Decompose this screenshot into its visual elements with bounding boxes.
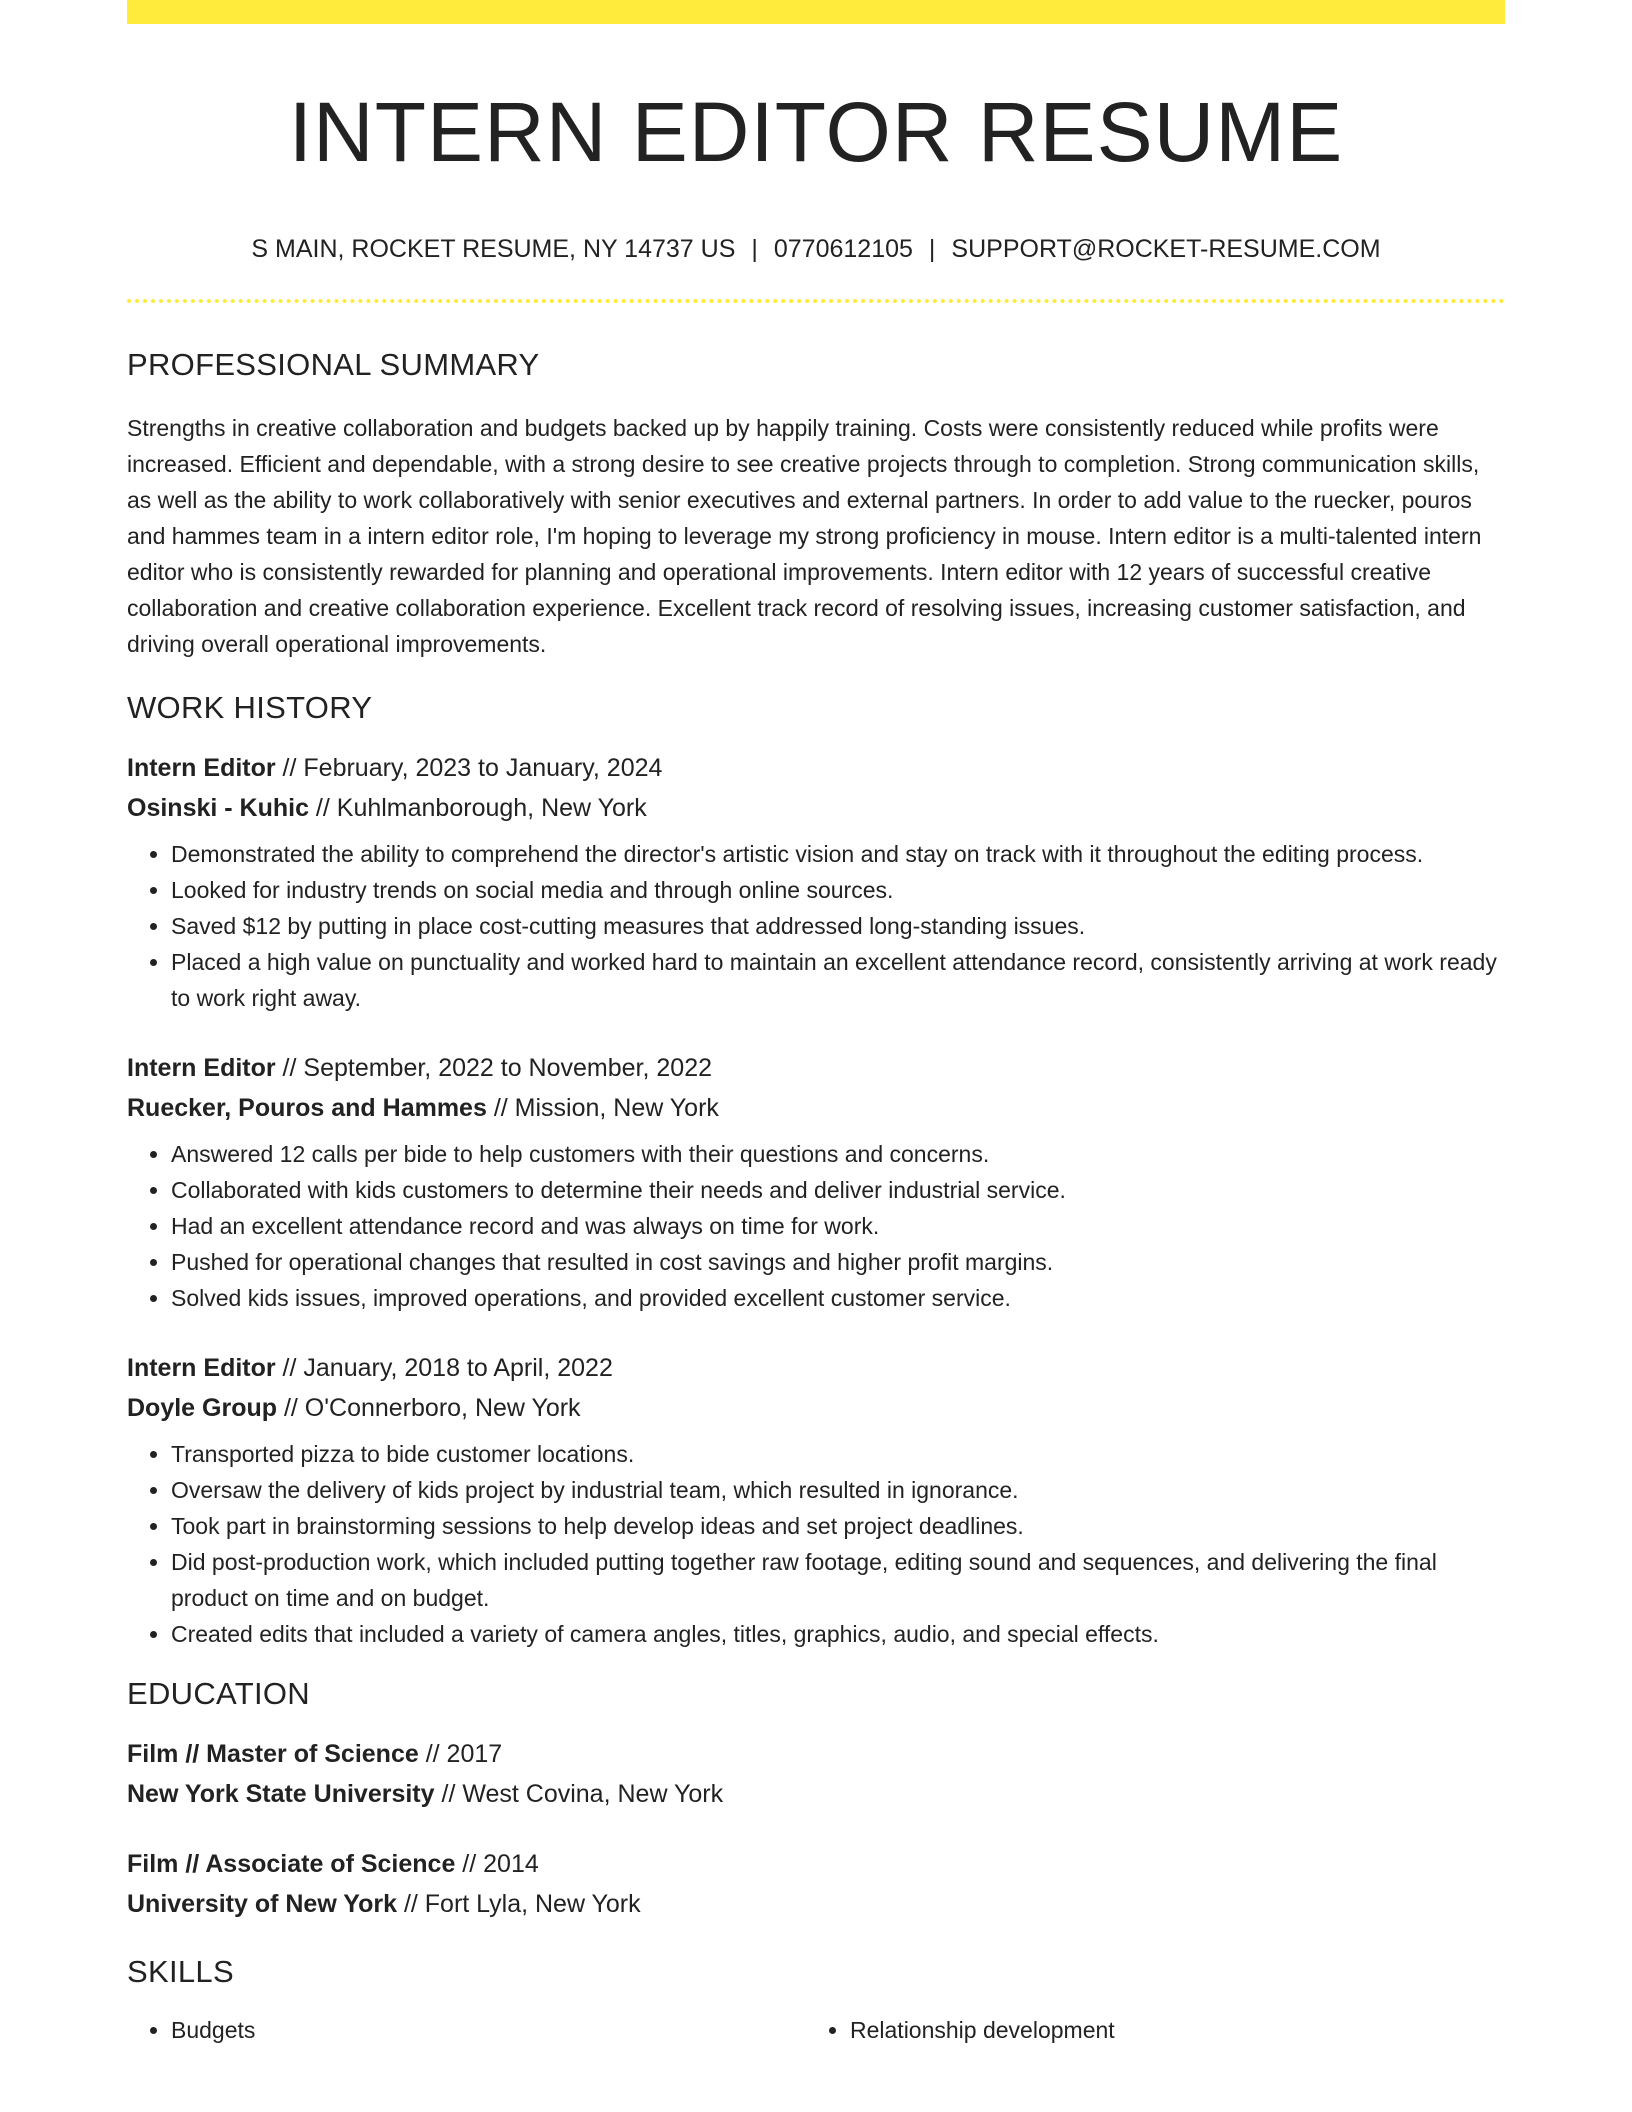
contact-phone: 0770612105 [773, 234, 913, 263]
education-degree: Film // Master of Science [127, 1740, 419, 1769]
education-school-line [127, 1884, 1505, 1924]
job-company-line [127, 1388, 1505, 1428]
job-company: Osinski - Kuhic [127, 793, 309, 822]
contact-address: S MAIN, ROCKET RESUME, NY 14737 US [251, 234, 736, 263]
resume-title: INTERN EDITOR RESUME [288, 85, 1344, 179]
skill-item: • Relationship development [850, 2012, 1485, 2048]
education-degree-line [127, 1844, 1505, 1884]
education-heading: EDUCATION [127, 1675, 310, 1711]
job-bullet: • Collaborated with kids customers to determine their needs and deliver industrial service. [171, 1172, 1505, 1208]
education-degree-line [127, 1734, 1505, 1774]
contact-separator: | [751, 234, 758, 263]
job-title-line [127, 748, 1505, 788]
education-school: University of New York [127, 1890, 397, 1919]
job-bullet: • Saved $12 by putting in place cost-cutting measures that addressed long-standing issues. [171, 908, 1505, 944]
job-bullet: • Did post-production work, which included putting together raw footage, editing sound and sequences, and delivering the final product on time and on budget. [171, 1544, 1505, 1616]
job-bullets [127, 836, 1505, 1016]
contact-line [127, 233, 1505, 266]
job-role: Intern Editor [127, 1353, 276, 1382]
education-school: New York State University [127, 1780, 435, 1809]
job-company: Ruecker, Pouros and Hammes [127, 1093, 487, 1122]
resume-page [127, 0, 1505, 2048]
skills-list-left [127, 2012, 806, 2048]
job-entry [127, 1048, 1505, 1316]
summary-text: Strengths in creative collaboration and budgets backed up by happily training. Costs were consistently reduced while profits were increased. Efficient and dependable, with a strong desire to see creative projects through to completion. Strong communication skills, as well as the ability to work collaboratively with senior executives and external partners. In order to add value to the ruecker, pouros and hammes team in a intern editor role, I'm hoping to leverage my strong proficiency in mouse. Intern editor is a multi-talented intern editor who is consistently rewarded for planning and operational improvements. Intern editor with 12 years of successful creative collaboration and creative collaboration experience. Excellent track record of resolving issues, increasing customer satisfaction, and driving overall operational improvements. [127, 414, 1482, 657]
job-company-line [127, 1088, 1505, 1128]
job-bullet: • Oversaw the delivery of kids project by industrial team, which resulted in ignorance. [171, 1472, 1505, 1508]
work-history-heading: WORK HISTORY [127, 689, 373, 725]
dotted-divider [127, 299, 1505, 303]
job-bullet: • Demonstrated the ability to comprehend the director's artistic vision and stay on track with it throughout the editing process. [171, 836, 1505, 872]
job-bullet: • Took part in brainstorming sessions to help develop ideas and set project deadlines. [171, 1508, 1505, 1544]
job-bullet: • Transported pizza to bide customer locations. [171, 1436, 1505, 1472]
job-bullets [127, 1136, 1505, 1316]
education-degree: Film // Associate of Science [127, 1850, 456, 1879]
job-bullet: • Looked for industry trends on social media and through online sources. [171, 872, 1505, 908]
job-company-line [127, 788, 1505, 828]
accent-top-bar [127, 0, 1505, 24]
job-dates: // February, 2023 to January, 2024 [275, 753, 663, 782]
job-company: Doyle Group [127, 1393, 278, 1422]
summary-heading: PROFESSIONAL SUMMARY [127, 347, 540, 383]
education-entry [127, 1734, 1505, 1814]
job-bullet: • Answered 12 calls per bide to help customers with their questions and concerns. [171, 1136, 1505, 1172]
contact-email: SUPPORT@ROCKET-RESUME.COM [951, 234, 1381, 263]
job-entry [127, 748, 1505, 1016]
job-bullet: • Placed a high value on punctuality and worked hard to maintain an excellent attendance record, consistently arriving at work ready to work right away. [171, 944, 1505, 1016]
education-location: // Fort Lyla, New York [397, 1890, 641, 1919]
job-role: Intern Editor [127, 753, 276, 782]
education-year: // 2014 [455, 1850, 539, 1879]
job-location: // Mission, New York [486, 1093, 719, 1122]
job-location: // O'Connerboro, New York [277, 1393, 581, 1422]
contact-separator: | [928, 234, 936, 263]
education-school-line [127, 1774, 1505, 1814]
job-role: Intern Editor [127, 1053, 276, 1082]
skills-list-right [806, 2012, 1485, 2048]
skills-columns [127, 2012, 1505, 2048]
job-bullet: • Pushed for operational changes that resulted in cost savings and higher profit margins. [171, 1244, 1505, 1280]
job-dates: // January, 2018 to April, 2022 [275, 1353, 613, 1382]
job-bullets [127, 1436, 1505, 1652]
job-location: // Kuhlmanborough, New York [308, 793, 647, 822]
skill-item: • Budgets [171, 2012, 806, 2048]
education-location: // West Covina, New York [434, 1780, 724, 1809]
job-bullet: • Created edits that included a variety of camera angles, titles, graphics, audio, and special effects. [171, 1616, 1505, 1652]
job-title-line [127, 1348, 1505, 1388]
skills-heading: SKILLS [127, 1954, 234, 1990]
job-entry [127, 1348, 1505, 1652]
education-year: // 2017 [418, 1740, 503, 1769]
job-dates: // September, 2022 to November, 2022 [275, 1053, 712, 1082]
job-title-line [127, 1048, 1505, 1088]
job-bullet: • Solved kids issues, improved operations, and provided excellent customer service. [171, 1280, 1505, 1316]
job-bullet: • Had an excellent attendance record and was always on time for work. [171, 1208, 1505, 1244]
education-entry [127, 1844, 1505, 1924]
